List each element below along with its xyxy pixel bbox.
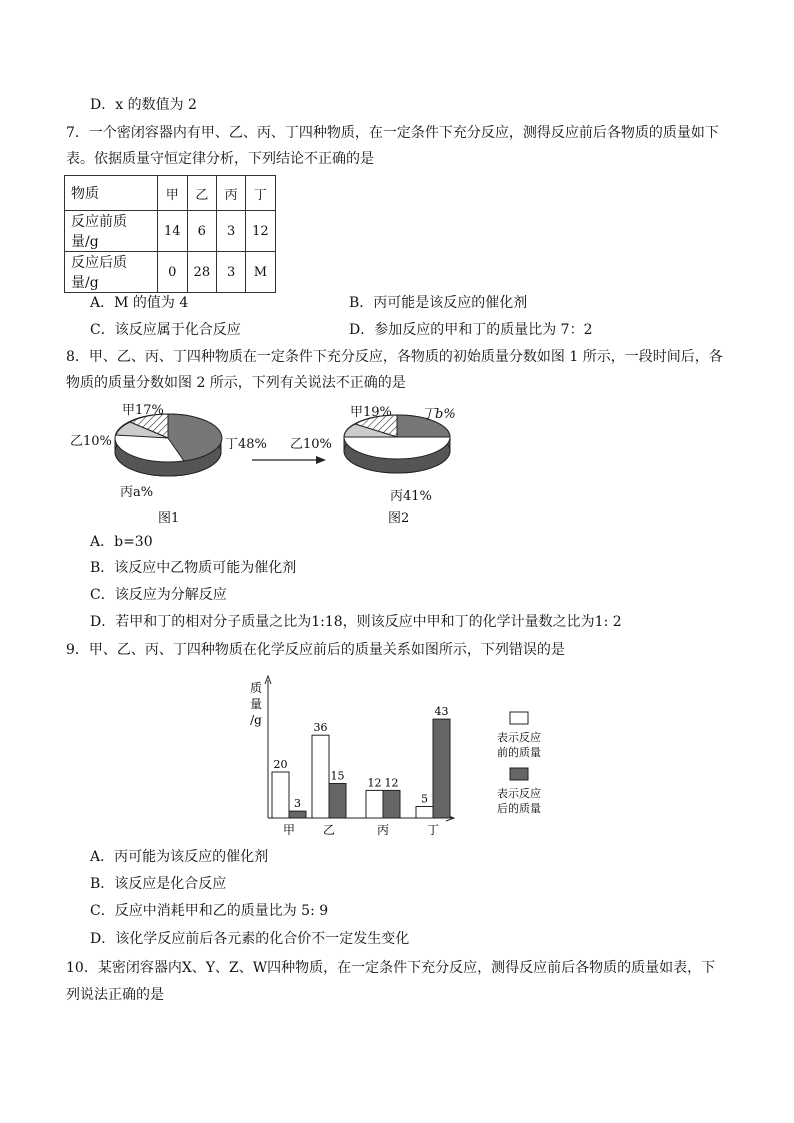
legend-text: 后的质量 xyxy=(497,802,541,815)
bar-丁-before xyxy=(416,807,433,819)
q7-mass-table xyxy=(64,175,276,293)
q8-option-b: B．该反应中乙物质可能为催化剂 xyxy=(90,560,297,576)
q8-stem-line1: 8．甲、乙、丙、丁四种物质在一定条件下充分反应，各物质的初始质量分数如图 1 所示，一段时间后，各 xyxy=(66,349,723,365)
bar-value-label: 15 xyxy=(330,769,345,783)
q10-stem-line1: 10．某密闭容器内X、Y、Z、W四种物质，在一定条件下充分反应，测得反应前后各物质的质量如表，下 xyxy=(66,960,716,976)
table-cell: 乙 xyxy=(187,176,217,211)
pie1-label-ding: 丁48% xyxy=(225,437,267,452)
category-label: 丙 xyxy=(376,823,390,837)
bar-value-label: 5 xyxy=(421,792,428,806)
table-cell: M xyxy=(246,252,276,293)
table-cell: 甲 xyxy=(158,176,188,211)
legend-text: 表示反应 xyxy=(497,731,541,744)
q8-stem-line2: 物质的质量分数如图 2 所示，下列有关说法不正确的是 xyxy=(66,375,406,391)
q9-option-d: D．该化学反应前后各元素的化合价不一定发生变化 xyxy=(90,931,410,947)
q7-option-d: D．参加反应的甲和丁的质量比为 7：2 xyxy=(349,322,593,338)
category-label: 甲 xyxy=(282,823,296,837)
bar-丙-after xyxy=(383,790,400,818)
q9-bar-chart xyxy=(240,672,570,842)
bar-value-label: 43 xyxy=(434,705,449,719)
q7-stem-line2: 表。依据质量守恒定律分析，下列结论不正确的是 xyxy=(66,151,374,167)
q6-option-d: D．x 的数值为 2 xyxy=(90,97,197,113)
table-cell: 3 xyxy=(217,252,246,293)
table-cell: 3 xyxy=(217,211,246,252)
pie2-label-jia: 甲19% xyxy=(350,405,392,420)
pie1-label-jia: 甲17% xyxy=(122,403,164,418)
pie2-label-ding: 丁b% xyxy=(422,407,456,422)
legend-text: 表示反应 xyxy=(497,787,541,800)
fig2-caption: 图2 xyxy=(388,511,410,526)
table-cell: 反应前质量/g xyxy=(65,211,158,252)
bar-甲-after xyxy=(289,811,306,818)
q8-option-c: C．该反应为分解反应 xyxy=(90,587,227,603)
table-cell: 12 xyxy=(246,211,276,252)
table-row xyxy=(65,211,276,252)
fig1-caption: 图1 xyxy=(158,511,180,526)
pie2-label-bing: 丙41% xyxy=(390,489,432,504)
pie-figure-1 xyxy=(110,410,230,480)
bar-甲-before xyxy=(272,772,289,818)
category-label: 乙 xyxy=(322,823,336,837)
table-cell: 14 xyxy=(158,211,188,252)
q8-option-d: D．若甲和丁的相对分子质量之比为1:18，则该反应中甲和丁的化学计量数之比为1: 2 xyxy=(90,614,622,630)
y-label-2: 量 xyxy=(249,697,263,711)
bar-丁-after xyxy=(433,719,450,818)
bar-value-label: 20 xyxy=(273,758,288,771)
q9-option-b: B．该反应是化合反应 xyxy=(90,876,227,892)
q10-stem-line2: 列说法正确的是 xyxy=(66,987,164,1003)
category-label: 丁 xyxy=(426,823,440,837)
bar-乙-after xyxy=(329,784,346,819)
q8-option-a: A．b=30 xyxy=(90,534,153,550)
bar-value-label: 12 xyxy=(367,776,382,790)
bar-value-label: 3 xyxy=(294,797,301,811)
table-cell: 28 xyxy=(187,252,217,293)
q7-stem-line1: 7．一个密闭容器内有甲、乙、丙、丁四种物质，在一定条件下充分反应，测得反应前后各物质的质量如下 xyxy=(66,125,719,141)
table-row xyxy=(65,252,276,293)
pie-figure-2 xyxy=(340,412,460,482)
table-cell: 反应后质量/g xyxy=(65,252,158,293)
q9-option-a: A．丙可能为该反应的催化剂 xyxy=(90,849,269,865)
bar-value-label: 36 xyxy=(313,721,328,735)
y-label-3: /g xyxy=(250,713,262,727)
pie1-label-bing: 丙a% xyxy=(120,485,154,500)
table-cell: 6 xyxy=(187,211,217,252)
q9-option-c: C．反应中消耗甲和乙的质量比为 5: 9 xyxy=(90,903,329,919)
table-cell: 丙 xyxy=(217,176,246,211)
legend-swatch-before xyxy=(510,712,528,724)
table-cell: 丁 xyxy=(246,176,276,211)
legend-swatch-after xyxy=(510,768,528,780)
q9-stem: 9．甲、乙、丙、丁四种物质在化学反应前后的质量关系如图所示，下列错误的是 xyxy=(66,642,565,658)
pie2-label-yi: 乙10% xyxy=(290,437,332,452)
bar-丙-before xyxy=(366,790,383,818)
arrow-icon xyxy=(250,454,330,466)
bar-乙-before xyxy=(312,735,329,818)
q7-option-c: C．该反应属于化合反应 xyxy=(90,322,241,338)
q7-option-a: A．M 的值为 4 xyxy=(90,295,189,311)
table-cell: 0 xyxy=(158,252,188,293)
table-cell: 物质 xyxy=(65,176,158,211)
pie1-label-yi: 乙10% xyxy=(70,434,112,449)
y-label-1: 质 xyxy=(249,681,263,695)
table-row xyxy=(65,176,276,211)
bar-value-label: 12 xyxy=(384,776,399,790)
legend-text: 前的质量 xyxy=(497,746,541,759)
q7-option-b: B．丙可能是该反应的催化剂 xyxy=(349,295,528,311)
